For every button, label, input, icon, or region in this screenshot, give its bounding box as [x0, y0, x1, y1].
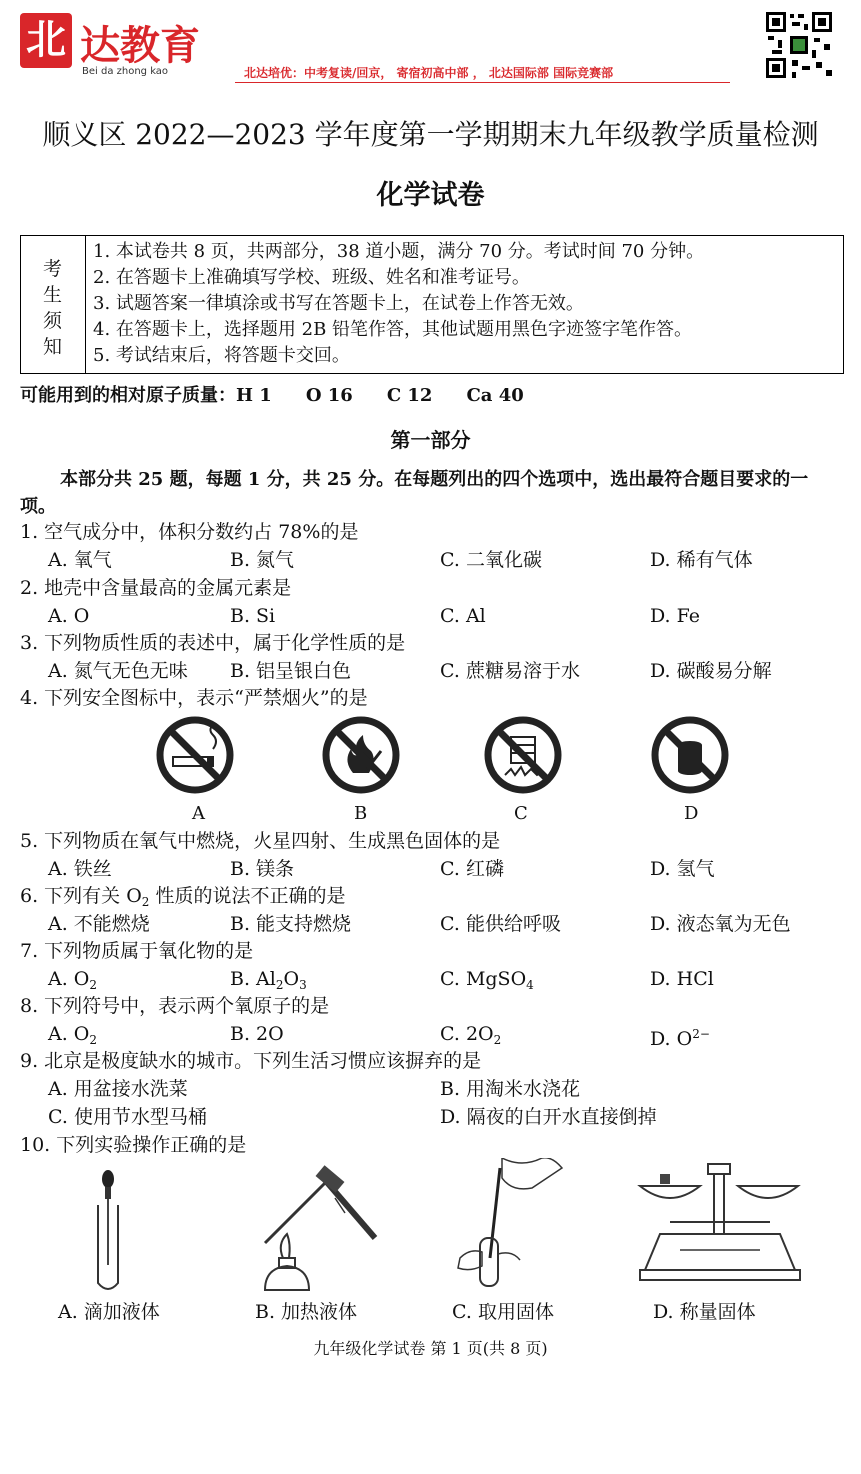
- option-a: [48, 1022, 97, 1052]
- question-stem: 10. 下列实验操作正确的是: [20, 1134, 247, 1156]
- notice-label: [21, 236, 86, 373]
- option-a: A. 不能燃烧: [48, 913, 150, 935]
- no-explosives-sign-icon: [483, 715, 563, 795]
- option-b: B. 2O: [230, 1023, 284, 1045]
- balance-scale-diagram: [630, 1160, 810, 1295]
- atomic-mass-value: C 12: [386, 385, 433, 406]
- atomic-mass-value: H 1: [236, 385, 272, 406]
- brand-logo-subtitle: Bei da zhong kao: [82, 66, 169, 77]
- option-c: C. 能供给呼吸: [440, 913, 561, 935]
- no-flammable-barrel-sign-icon: [650, 715, 730, 795]
- no-fire-sign-icon: [321, 715, 401, 795]
- part-intro: 本部分共 25 题，每题 1 分，共 25 分。在每题列出的四个选项中，选出最符合题目要求的一项。: [20, 469, 809, 517]
- option-text: O: [283, 968, 300, 990]
- exam-title: 顺义区 2022—2023 学年度第一学期期末九年级教学质量检测: [42, 118, 819, 151]
- option-a: A. 用盆接水洗菜: [48, 1078, 188, 1100]
- brand-logo-mark: 北: [20, 13, 72, 68]
- option-c: C. Al: [440, 605, 486, 627]
- header-promo-text: 北达培优：中考复读/回京， 寄宿初高中部 ， 北达国际部 国际竞赛部: [244, 66, 614, 80]
- superscript: 2−: [692, 1027, 710, 1041]
- atomic-mass-value: O 16: [305, 385, 353, 406]
- option-b: B: [354, 803, 368, 824]
- option-a: A. 氮气无色无味: [48, 660, 188, 682]
- option-a: A. 滴加液体: [58, 1301, 160, 1323]
- header-divider: [235, 82, 730, 83]
- option-b: B. 铝呈银白色: [230, 660, 352, 682]
- notice-item: 3. 试题答案一律填涂或书写在答题卡上，在试卷上作答无效。: [93, 293, 584, 314]
- dropper-into-tube-diagram: [80, 1165, 140, 1295]
- atomic-mass-line: [20, 381, 558, 407]
- page-footer: 九年级化学试卷 第 1 页(共 8 页): [313, 1339, 548, 1358]
- question-stem: 3. 下列物质性质的表述中，属于化学性质的是: [20, 632, 406, 654]
- question-stem: 9. 北京是极度缺水的城市。下列生活习惯应该摒弃的是: [20, 1050, 482, 1072]
- question-stem-text: 6. 下列有关 O: [20, 885, 142, 907]
- option-text: A. O: [48, 968, 90, 990]
- atomic-mass-label: 可能用到的相对原子质量：: [20, 385, 236, 406]
- option-d: D. 液态氧为无色: [650, 913, 791, 935]
- option-b: B. 用淘米水浇花: [440, 1078, 581, 1100]
- question-stem: [20, 884, 345, 914]
- notice-item: 1. 本试卷共 8 页，共两部分，38 道小题，满分 70 分。考试时间 70 分钟。: [93, 241, 705, 262]
- option-text: C. MgSO: [440, 968, 527, 990]
- option-text: B. Al: [230, 968, 276, 990]
- question-stem: 4. 下列安全图标中，表示“严禁烟火”的是: [20, 687, 368, 709]
- question-stem: 1. 空气成分中，体积分数约占 78%的是: [20, 521, 359, 543]
- option-d: D. 稀有气体: [650, 549, 753, 571]
- option-a: [48, 967, 97, 997]
- option-a: A. O: [48, 605, 90, 627]
- notice-label-char: 生: [43, 284, 63, 306]
- notice-label-char: 考: [43, 258, 63, 280]
- option-c: C. 蔗糖易溶于水: [440, 660, 580, 682]
- option-text: D. O: [650, 1028, 693, 1050]
- option-b: B. 加热液体: [255, 1301, 358, 1323]
- option-b: B. 能支持燃烧: [230, 913, 352, 935]
- brand-logo-name: 达教育: [80, 23, 200, 69]
- question-stem-text: 性质的说法不正确的是: [149, 885, 346, 907]
- subscript: 2: [493, 1033, 502, 1047]
- taking-solid-diagram: [450, 1158, 570, 1293]
- option-b: B. Si: [230, 605, 276, 627]
- option-b: B. 氮气: [230, 549, 295, 571]
- option-d: D. 隔夜的白开水直接倒掉: [440, 1106, 657, 1128]
- question-stem: 5. 下列物质在氧气中燃烧，火星四射、生成黑色固体的是: [20, 830, 501, 852]
- notice-label-char: 须: [43, 310, 63, 332]
- option-c: C: [514, 803, 528, 824]
- notice-item: 4. 在答题卡上，选择题用 2B 铅笔作答，其他试题用黑色字迹签字笔作答。: [93, 319, 693, 340]
- option-b: B. 镁条: [230, 858, 295, 880]
- option-c: [440, 967, 534, 997]
- question-stem: 2. 地壳中含量最高的金属元素是: [20, 577, 292, 599]
- exam-subtitle: 化学试卷: [376, 180, 485, 211]
- option-c: C. 取用固体: [452, 1301, 554, 1323]
- notice-item: 2. 在答题卡上准确填写学校、班级、姓名和准考证号。: [93, 267, 530, 288]
- option-d: D: [684, 803, 699, 824]
- option-a: A. 氧气: [48, 549, 112, 571]
- option-a: A: [192, 803, 205, 824]
- option-d: [650, 1022, 710, 1051]
- option-d: D. 氢气: [650, 858, 715, 880]
- atomic-mass-value: Ca 40: [466, 385, 524, 406]
- question-stem: 7. 下列物质属于氧化物的是: [20, 940, 254, 962]
- option-b: [230, 967, 307, 997]
- option-c: C. 二氧化碳: [440, 549, 542, 571]
- heating-liquid-diagram: [245, 1158, 385, 1298]
- subscript: 2: [141, 895, 150, 909]
- option-c: [440, 1022, 501, 1052]
- question-stem: 8. 下列符号中，表示两个氧原子的是: [20, 995, 330, 1017]
- option-c: C. 使用节水型马桶: [48, 1106, 207, 1128]
- option-a: A. 铁丝: [48, 858, 112, 880]
- subscript: 2: [275, 978, 284, 992]
- option-c: C. 红磷: [440, 858, 504, 880]
- no-smoking-sign-icon: [155, 715, 235, 795]
- qr-code-icon: [764, 10, 834, 80]
- notice-box: [20, 235, 844, 374]
- option-d: D. 称量固体: [653, 1301, 756, 1323]
- subscript: 4: [526, 978, 534, 992]
- subscript: 2: [89, 1033, 98, 1047]
- option-d: D. Fe: [650, 605, 701, 627]
- subscript: 2: [89, 978, 98, 992]
- part-title: 第一部分: [390, 428, 471, 452]
- option-text: C. 2O: [440, 1023, 494, 1045]
- option-d: D. 碳酸易分解: [650, 660, 772, 682]
- notice-item: 5. 考试结束后，将答题卡交回。: [93, 345, 350, 366]
- option-d: D. HCl: [650, 968, 714, 990]
- notice-label-char: 知: [43, 336, 63, 358]
- subscript: 3: [299, 978, 307, 992]
- option-text: A. O: [48, 1023, 90, 1045]
